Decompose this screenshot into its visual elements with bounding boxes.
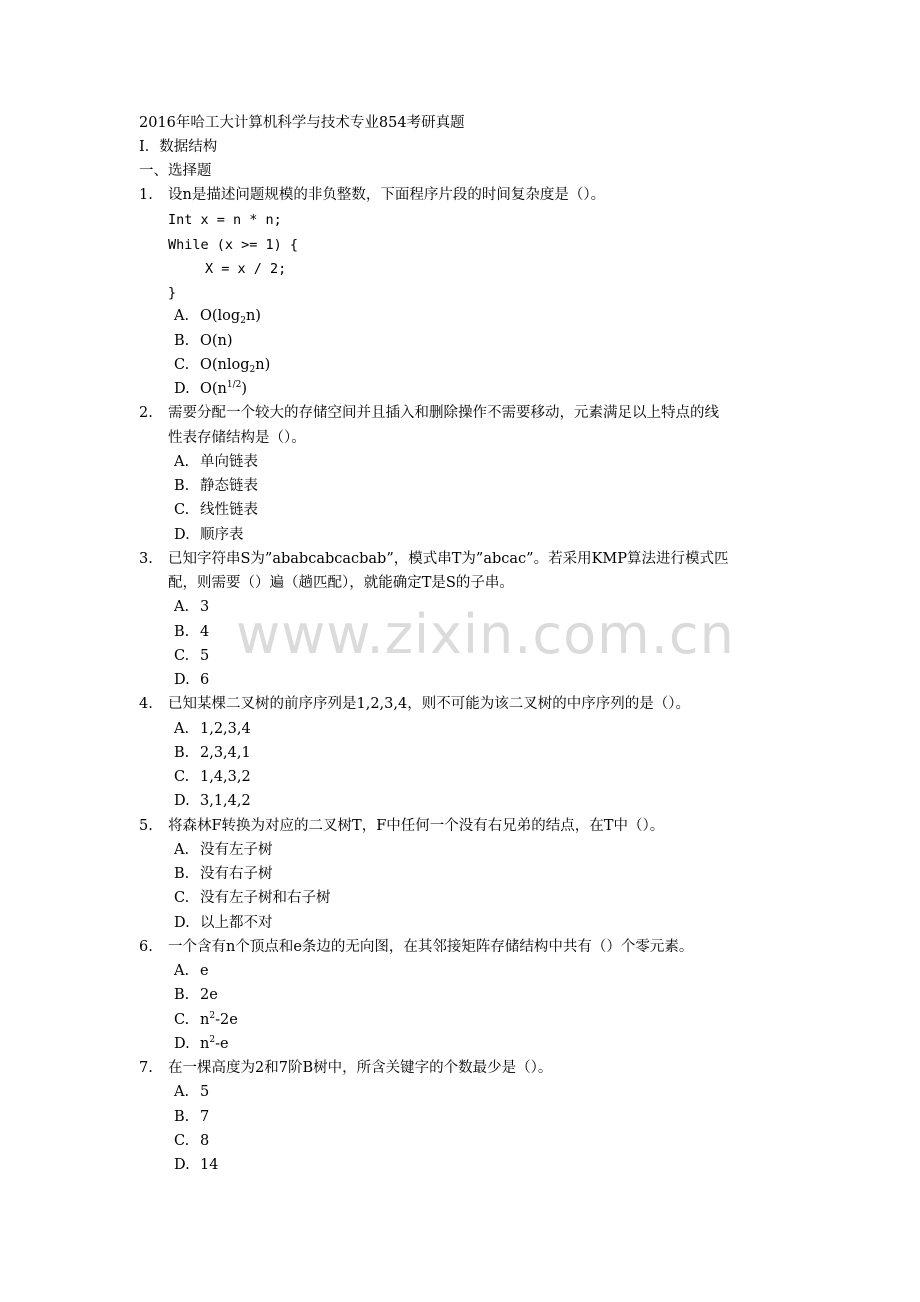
option-label: A.	[174, 453, 190, 470]
question-text: 配，则需要（）遍（趟匹配），就能确定T是S的子串。	[168, 575, 514, 591]
option-superscript: 1/2	[226, 380, 242, 390]
option-text	[200, 625, 209, 640]
option-text	[200, 746, 251, 761]
question-number: 2.	[139, 405, 153, 422]
option-label: D.	[174, 1035, 190, 1052]
question-text: 已知字符串S为”ababcabcacbab”，模式串T为”abcac”。若采用KMP算法进行模式匹	[168, 550, 729, 567]
option-text	[200, 1085, 209, 1100]
option-text	[200, 1034, 229, 1052]
option-text	[200, 528, 244, 543]
question-text: 将森林F转换为对应的二叉树T，F中任何一个没有右兄弟的结点，在T中（）。	[168, 817, 665, 834]
option-text-main: 2e	[200, 987, 218, 1004]
code-line: While (x >= 1) {	[168, 236, 299, 253]
option-text	[200, 770, 251, 785]
option-text	[200, 358, 270, 373]
part-heading: I．数据结构	[139, 139, 218, 155]
option-text-tail: -2e	[215, 1011, 238, 1028]
option-label: C.	[174, 647, 190, 664]
option-text	[200, 503, 258, 518]
option-text	[200, 1010, 238, 1028]
code-line: }	[168, 285, 177, 301]
option-label: B.	[174, 332, 190, 349]
question-text: 一个含有n个顶点和e条边的无向图，在其邻接矩阵存储结构中共有（）个零元素。	[168, 938, 694, 955]
option-text-main: 单向链表	[200, 453, 258, 470]
option-text-main: 线性链表	[200, 502, 258, 519]
option-label: A.	[174, 1084, 190, 1101]
option-text-main: 3,1,4,2	[200, 793, 251, 810]
option-text	[200, 455, 258, 470]
question-number: 1.	[139, 187, 153, 203]
option-label: D.	[174, 793, 190, 810]
option-label: A.	[174, 841, 190, 858]
question-text: 需要分配一个较大的存储空间并且插入和删除操作不需要移动，元素满足以上特点的线	[168, 405, 719, 422]
option-text-main: e	[200, 963, 209, 979]
question-text: 在一棵高度为2和7阶B树中，所含关键字的个数最少是（）。	[168, 1060, 553, 1076]
option-text	[200, 891, 331, 906]
option-text	[200, 843, 273, 858]
option-text-main: O(nlog	[200, 356, 250, 373]
option-label: C.	[174, 769, 190, 785]
option-text-main: O(n)	[200, 332, 233, 349]
option-superscript: 2	[209, 1010, 216, 1021]
option-text	[200, 334, 233, 349]
option-subscript: 2	[249, 364, 256, 375]
option-label: C.	[174, 502, 190, 519]
option-text-tail: )	[241, 381, 248, 397]
option-label: C.	[174, 890, 190, 907]
option-text	[200, 673, 209, 688]
option-label: C.	[174, 1132, 190, 1149]
option-label: B.	[174, 623, 190, 640]
option-subscript: 2	[240, 316, 246, 327]
option-text-main: 8	[200, 1132, 210, 1149]
option-text-main: 没有左子树	[200, 841, 273, 858]
question-number: 4.	[139, 696, 153, 713]
question-text: 设n是描述问题规模的非负整数，下面程序片段的时间复杂度是（）。	[168, 187, 606, 203]
option-label: A.	[174, 720, 190, 737]
option-text	[200, 722, 251, 737]
option-text-tail: -e	[215, 1035, 229, 1052]
option-label: B.	[174, 866, 190, 882]
option-text-main: n	[200, 1011, 210, 1028]
option-label: B.	[174, 744, 190, 761]
option-label: D.	[174, 672, 190, 688]
option-text-main: 5	[200, 647, 210, 664]
question-number: 7.	[139, 1060, 153, 1076]
option-text	[200, 1158, 218, 1173]
option-text-main: 1,4,3,2	[200, 769, 251, 785]
option-label: A.	[174, 599, 190, 616]
code-line: X = x / 2;	[205, 260, 287, 277]
option-label: D.	[174, 526, 190, 543]
option-label: B.	[174, 1108, 190, 1125]
option-text	[200, 794, 251, 809]
option-text-main: 5	[200, 1084, 210, 1101]
option-text	[200, 988, 218, 1003]
option-text-tail: n)	[255, 356, 271, 373]
option-text-main: 没有右子树	[200, 866, 273, 882]
option-text-main: O(n	[200, 381, 227, 397]
option-text	[200, 479, 258, 494]
option-text	[200, 1134, 209, 1149]
option-text	[200, 308, 261, 327]
option-text-main: n	[200, 1035, 210, 1052]
option-text-main: 14	[200, 1157, 219, 1173]
code-line: Int x = n * n;	[168, 212, 282, 229]
option-label: A.	[174, 308, 190, 325]
option-text-main: 顺序表	[200, 526, 244, 543]
option-text	[200, 649, 209, 664]
option-text	[200, 916, 273, 931]
option-text-tail: n)	[245, 308, 261, 325]
option-text-main: 没有左子树和右子树	[200, 890, 331, 907]
section-heading: 一、选择题	[139, 163, 212, 179]
question-number: 3.	[139, 550, 153, 567]
question-number: 6.	[139, 938, 153, 955]
option-text-main: 2,3,4,1	[200, 744, 251, 761]
option-text-main: 4	[200, 623, 210, 640]
document-title: 2016年哈工大计算机科学与技术专业854考研真题	[139, 115, 465, 131]
option-text-main: O(log	[200, 308, 241, 325]
option-text-main: 6	[200, 672, 210, 688]
option-label: A.	[174, 963, 190, 979]
question-text: 性表存储结构是（）。	[168, 429, 306, 446]
option-text-main: 以上都不对	[200, 914, 273, 931]
option-label: B.	[174, 987, 190, 1004]
option-text	[200, 867, 273, 882]
option-label: D.	[174, 1157, 190, 1173]
option-text-main: 1,2,3,4	[200, 720, 251, 737]
option-text-main: 3	[200, 599, 210, 616]
option-label: D.	[174, 914, 190, 931]
option-text-main: 7	[200, 1108, 210, 1125]
option-text	[200, 600, 209, 615]
option-label: C.	[174, 356, 190, 373]
watermark: www.zixin.com.cn	[236, 603, 735, 666]
option-superscript: 2	[209, 1034, 216, 1045]
question-text: 已知某棵二叉树的前序序列是1,2,3,4，则不可能为该二叉树的中序序列的是（）。	[168, 696, 690, 713]
option-label: D.	[174, 381, 190, 397]
option-label: C.	[174, 1011, 190, 1028]
option-text	[200, 382, 247, 397]
option-text	[200, 1110, 209, 1125]
question-number: 5.	[139, 817, 153, 834]
option-text-main: 静态链表	[200, 478, 258, 494]
option-text	[200, 964, 209, 979]
option-label: B.	[174, 478, 190, 494]
